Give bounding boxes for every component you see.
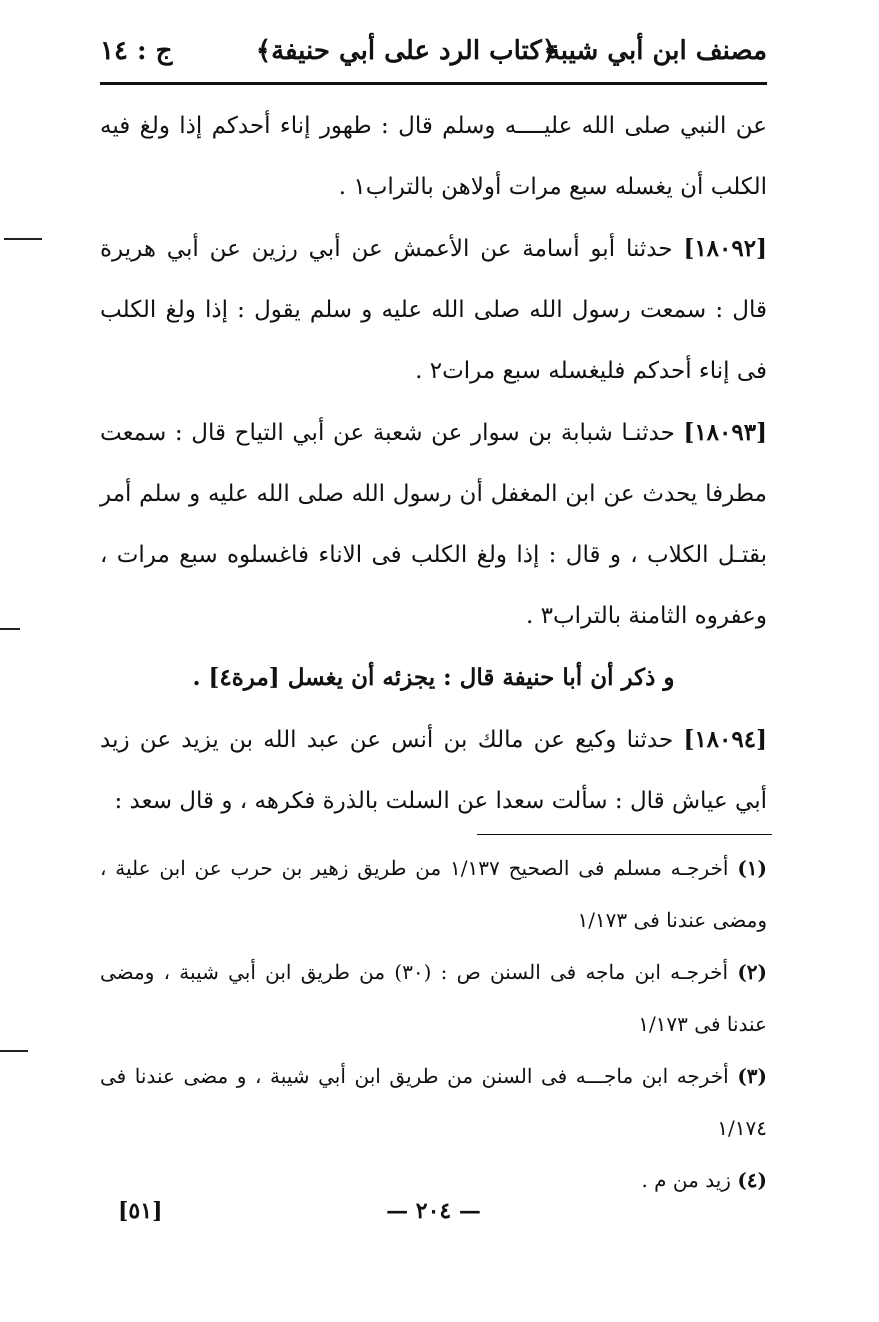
hadith-text: حدثنـا شبابة بن سوار عن شعبة عن أبي التياح قال : سمعت مطرفا يحدث عن ابن المغفل أن رسول الله صلى الله عليه و سلم أمر بقتـل الكلاب ، و قال : إذا ولغ الكلب فى الاناء فاغسلوه سبع مرات ، وعفروه الثامنة بالتراب٣ .	[100, 420, 767, 629]
footnote	[100, 946, 767, 1050]
header-rule	[100, 82, 767, 85]
running-header	[100, 30, 767, 82]
book-title: مصنف ابن أبي شيبة	[546, 36, 767, 66]
footnote	[100, 842, 767, 946]
footnote-number: (٣)	[737, 1064, 767, 1088]
page-footer	[100, 1198, 767, 1238]
hadith-text: حدثنا وكيع عن مالك بن أنس عن عبد الله بن يزيد عن زيد أبي عياش قال : سألت سعدا عن السلت بالذرة فكرهه ، و قال سعد :	[100, 727, 767, 814]
chapter-title: ﴿كتاب الرد على أبي حنيفة﴾	[255, 36, 557, 66]
margin-mark	[0, 1050, 28, 1052]
footnote-number: (١)	[737, 856, 767, 880]
footnote	[100, 1050, 767, 1154]
footnotes	[100, 842, 767, 1206]
footnote-text: أخرجـه ابن ماجه فى السنن ص : (٣٠) من طريق ابن أبي شيبة ، ومضى عندنا فى ١/١٧٣	[100, 960, 767, 1036]
footnote-rule	[477, 834, 772, 835]
margin-mark	[0, 628, 20, 630]
footnote-text: أخرجه ابن ماجـــه فى السنن من طريق ابن أبي شيبة ، و مضى عندنا فى ١/١٧٤	[100, 1064, 767, 1140]
paragraph: عن النبي صلى الله عليــــه وسلم قال : طهور إناء أحدكم إذا ولغ فيه الكلب أن يغسله سبع مرات أولاهن بالتراب١ .	[100, 113, 767, 200]
folio-number: [٥١]	[118, 1198, 163, 1224]
hadith-number: [١٨٠٩٣]	[683, 419, 767, 446]
hadith-number: [١٨٠٩٤]	[683, 726, 767, 753]
footnote-number: (٢)	[737, 960, 767, 984]
footnote-number: (٤)	[737, 1168, 767, 1192]
page-number: — ٢٠٤ —	[386, 1198, 481, 1224]
footnote-text: أخرجـه مسلم فى الصحيح ١/١٣٧ من طريق زهير بن حرب عن ابن علية ، ومضى عندنا فى ١/١٧٣	[100, 856, 767, 932]
centered-text: و ذكر أن أبا حنيفة قال : يجزئه أن يغسل [مرة٤] .	[192, 664, 675, 691]
main-text	[100, 96, 767, 832]
hadith-text: حدثنا أبو أسامة عن الأعمش عن أبي رزين عن أبي هريرة قال : سمعت رسول الله صلى الله عليه و سلم يقول : إذا ولغ الكلب فى إناء أحدكم فليغسله سبع مرات٢ .	[100, 236, 767, 384]
hadith-paragraph	[100, 402, 767, 647]
margin-mark	[4, 238, 42, 240]
hadith-number: [١٨٠٩٢]	[683, 235, 767, 262]
hadith-paragraph	[100, 218, 767, 402]
volume-number: ج : ١٤	[100, 36, 173, 66]
hadith-paragraph	[100, 709, 767, 832]
footnote-text: زيد من م .	[641, 1168, 738, 1192]
centered-line	[100, 647, 767, 709]
